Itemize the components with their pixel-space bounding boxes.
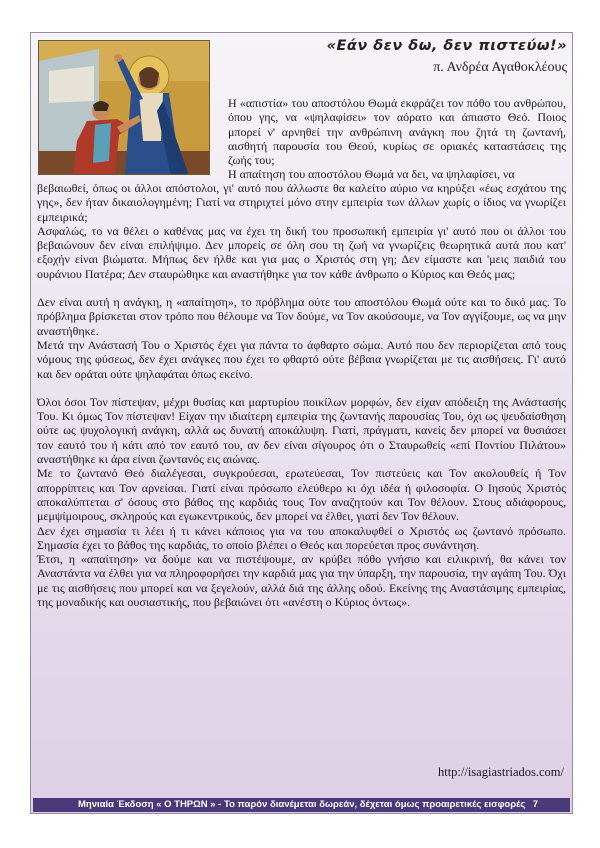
paragraph: Με το ζωντανό Θεό διαλέγεσαι, συγκρούεσαι, ερωτεύεσαι, Τον πιστεύεις και Τον ακολουθείς ή Τον απορρίπτεις και Τον αρνείσαι. Γιατί είναι πρόσωπο ελεύθερο κι όχι ιδέα ή φιλοσοφία. Ο Ιησούς Χριστός αποκαλύπτεται σ' όσους στο βάθος της καρδιάς τους Τον αναζητούν και Τον θέλουν. Στους αδιάφορους, μεμψίμοιρους, σκληρούς και εγωκεντρικούς, δεν μπορεί να έλθει, γιατί δεν Τον θέλουν. (37, 466, 566, 524)
thomas-touching-christ-icon (39, 41, 210, 175)
source-link[interactable]: http://isagiastriados.com/ (437, 765, 564, 779)
paragraph: Δεν είναι αυτή η ανάγκη, η «απαίτηση», το πρόβλημα ούτε του αποστόλου Θωμά ούτε και το δικό μας. Το πρόβλημα βρίσκεται στον τρόπο που θέλουμε να Τον δούμε, να Τον ακούσουμε, να Τον αγγίξουμε, ως να μην αναστήθηκε. (37, 295, 566, 338)
paragraph: Η «απιστία» του αποστόλου Θωμά εκφράζει τον πόθο του ανθρώπου, όπου γης, να «ψηλαφίσει» τον αόρατο και άπιαστο Θεό. Ποιος μπορεί ν' αρνηθεί την ανθρώπινη ανάγκη που ζητά τη ζωντανή, αισθητή παρουσία του Θεού, κυρίως σε οριακές καταστάσεις της ζωής του; (228, 96, 566, 168)
paragraph: Η απαίτηση του αποστόλου Θωμά να δει, να ψηλαφίσει, να (228, 167, 515, 182)
footer-bar (33, 798, 570, 812)
page-number: 7 (532, 799, 538, 810)
paragraph: Δεν έχει σημασία τι λέει ή τι κάνει κάποιος για να του αποκαλυφθεί ο Χριστός ως ζωντανό πρόσωπο. Σημασία έχει το βάθος της καρδιάς, το οποίο βλέπει ο Θεός και πορεύεται προς συνάντηση. (37, 523, 566, 552)
paragraph: Έτσι, η «απαίτηση» να δούμε και να πιστέψουμε, αν κρύβει πόθο γνήσιο και ειλικρινή, θα κάνει τον Αναστάντα να έλθει για να πληροφορήσει την καρδιά μας για την ύπαρξη, την παρουσία, την αγάπη Του. Όχι με τις αισθήσεις που μπορεί και να ξεγελούν, αλλά διά της άλλης οδού. Εκείνης της Αναστάσιμης εμπειρίας, της μοναδικής και ουσιαστικής, που βεβαιώνει ότι «ανέστη ο Κύριος όντως». (37, 552, 566, 610)
paragraph: Ασφαλώς, το να θέλει ο καθένας μας να έχει τη δική του προσωπική εμπειρία γι' αυτό που οι άλλοι του βεβαιώνουν δεν είναι επιλήψιμο. Δεν μπορείς σε όλη σου τη ζωή να γνωρίζεις θεωρητικά αυτά που κατ' εξοχήν είναι βιώματα. Μήπως δεν ήλθε και για μας ο Χριστός στη γη; Δεν είμαστε και 'μεις παιδιά του ουράνιου Πατέρα; Δεν σταυρώθηκε και αναστήθηκε για τον κάθε άνθρωπο ο Κύριος και Θεός μας; (37, 223, 566, 281)
footer-text: Μηνιαία Έκδοση « Ο ΤΗΡΩΝ » - Το παρόν διανέμεται δωρεάν, δέχεται όμως προαιρετικές εισφορές (78, 799, 526, 810)
paragraph: Όλοι όσοι Τον πίστεψαν, μέχρι θυσίας και μαρτυρίου ποικίλων μορφών, δεν είχαν απόδειξη της Ανάστασής Του. Κι όμως Τον πίστεψαν! Είχαν την ιδιαίτερη εμπειρία της ζωντανής παρουσίας Του, όχι ως ψευδαίσθηση ούτε ως ψυχολογική ανάγκη, αλλά ως δυνατή αποκάλυψη. Γιατί, πράγματι, κανείς δεν μπορεί να θυσιάσει τον εαυτό του ή κάτι από τον εαυτό του, αν δεν είναι σίγουρος ότι ο Σταυρωθείς «επί Ποντίου Πιλάτου» αναστήθηκε κι άρα είναι ζωντανός εις αιώνας. (37, 394, 566, 467)
article-title: «Εάν δεν δω, δεν πιστεύω!» (326, 38, 567, 54)
paragraph: Μετά την Ανάστασή Του ο Χριστός έχει για πάντα το άφθαρτο σώμα. Αυτό που δεν περιορίζεται από τους νόμους της φύσεως, δεν έχει ανάγκες που έχει το φθαρτό ούτε βέβαια γνωρίζεται με τις αισθήσεις. Γι' αυτό και δεν οράται ούτε ψηλαφάται όπως εκείνο. (37, 337, 566, 381)
icon-image (38, 40, 210, 175)
article-intro (228, 96, 566, 182)
article-body (37, 181, 566, 609)
article-author: π. Ανδρέα Αγαθοκλέους (433, 60, 567, 75)
paragraph: βεβαιωθεί, όπως οι άλλοι απόστολοι, γι' αυτό που άλλωστε θα καλείτο αύριο να κηρύξει «έως εσχάτου της γης», δεν ήταν δικαιολογημένη; Γιατί να στηριχτεί μόνο στην εμπειρία των άλλων χωρίς ο ίδιος να γνωρίζει εμπειρικά; (37, 181, 566, 224)
